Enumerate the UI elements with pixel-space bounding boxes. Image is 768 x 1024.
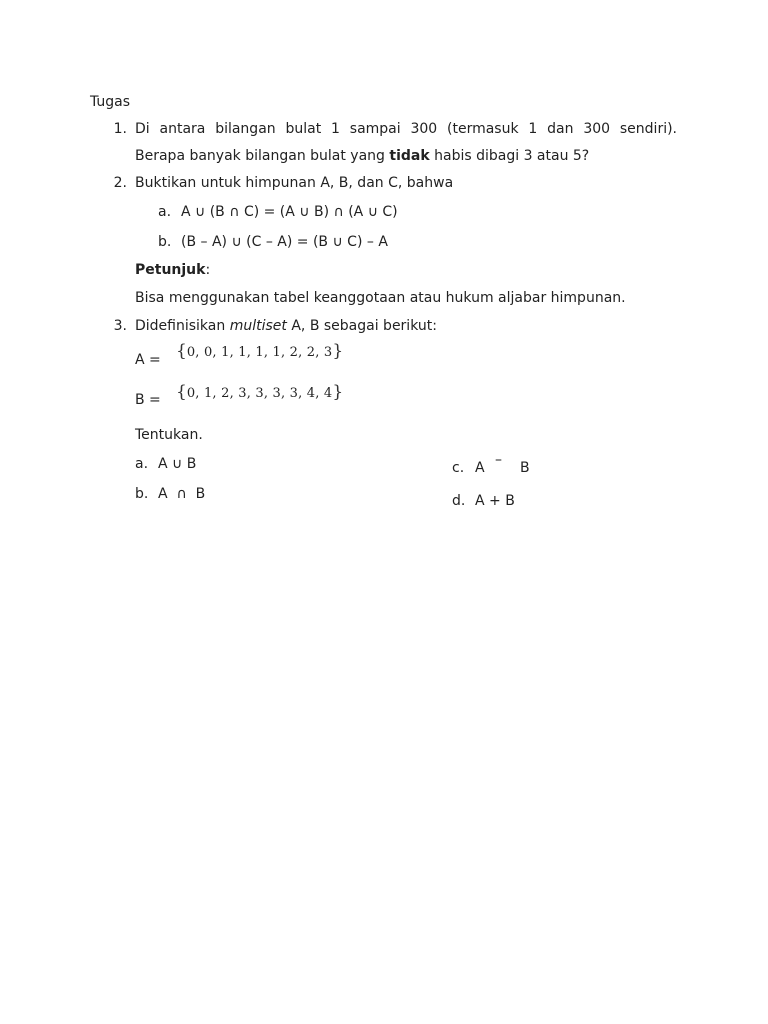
question-2a-label: a. xyxy=(158,204,172,220)
question-1-line-2 xyxy=(135,148,589,164)
question-2a-expression: A ∪ (B ∩ C) = (A ∪ B) ∩ (A ∪ C) xyxy=(181,204,398,220)
question-1-emphasis: tidak xyxy=(389,148,430,164)
option-a-expression: A ∪ B xyxy=(158,456,197,472)
hint-heading xyxy=(135,262,210,278)
option-c-label: c. xyxy=(452,460,465,476)
question-1-line-1: Di antara bilangan bulat 1 sampai 300 (termasuk 1 dan 300 sendiri). xyxy=(135,121,677,137)
hint-colon: : xyxy=(205,262,211,278)
option-b-label: b. xyxy=(135,486,149,502)
option-a-label: a. xyxy=(135,456,149,472)
question-2-intro: Buktikan untuk himpunan A, B, dan C, bahwa xyxy=(135,175,454,191)
question-3-intro-end: A, B sebagai berikut: xyxy=(286,318,437,334)
option-c-right-operand: B xyxy=(520,460,530,476)
left-brace: { xyxy=(176,341,187,361)
multiset-a-label: A = xyxy=(135,352,161,368)
multiset-a xyxy=(176,341,343,361)
option-c-operator: – xyxy=(495,452,502,468)
left-brace: { xyxy=(176,382,187,402)
document-title: Tugas xyxy=(90,94,131,110)
question-3-intro-start: Didefinisikan xyxy=(135,318,230,334)
question-1-number: 1. xyxy=(113,121,127,137)
option-b-expression: A ∩ B xyxy=(158,486,206,502)
option-d-label: d. xyxy=(452,493,466,509)
question-1-line-2-end: habis dibagi 3 atau 5? xyxy=(429,148,590,164)
right-brace: } xyxy=(332,382,344,402)
option-d-expression: A + B xyxy=(475,493,515,509)
question-3-number: 3. xyxy=(113,318,127,334)
question-2b-expression: (B – A) ∪ (C – A) = (B ∪ C) – A xyxy=(181,234,388,250)
multiset-b-label: B = xyxy=(135,392,161,408)
question-3-intro xyxy=(135,318,437,334)
multiset-term: multiset xyxy=(229,318,287,334)
option-c-left-operand: A xyxy=(475,460,485,476)
right-brace: } xyxy=(332,341,344,361)
tentukan-label: Tentukan. xyxy=(135,427,203,443)
question-2-number: 2. xyxy=(113,175,127,191)
question-2b-label: b. xyxy=(158,234,172,250)
multiset-b xyxy=(176,382,343,402)
hint-label: Petunjuk xyxy=(135,262,206,278)
hint-text: Bisa menggunakan tabel keanggotaan atau hukum aljabar himpunan. xyxy=(135,290,626,306)
multiset-a-elements: 0, 0, 1, 1, 1, 1, 2, 2, 3 xyxy=(186,345,333,360)
question-1-line-2-start: Berapa banyak bilangan bulat yang xyxy=(135,148,390,164)
multiset-b-elements: 0, 1, 2, 3, 3, 3, 3, 4, 4 xyxy=(186,386,333,401)
